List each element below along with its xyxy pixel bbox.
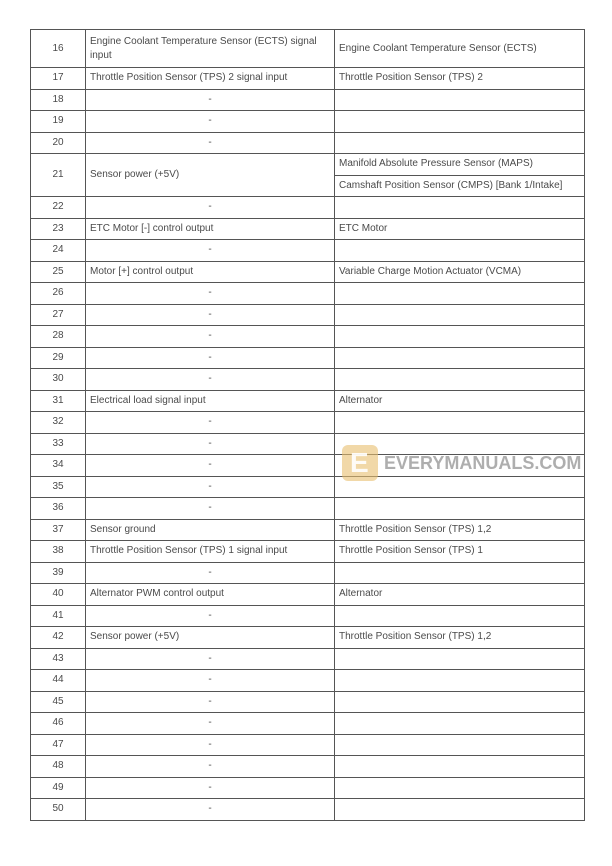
pin-number: 48: [31, 756, 86, 778]
table-row: [31, 691, 585, 713]
pin-number: 28: [31, 326, 86, 348]
pin-number: 32: [31, 412, 86, 434]
pin-description: -: [86, 498, 335, 520]
pin-description: -: [86, 691, 335, 713]
pin-description: -: [86, 89, 335, 111]
pin-description: -: [86, 605, 335, 627]
pin-number: 49: [31, 777, 86, 799]
pin-description: -: [86, 326, 335, 348]
table-row: [31, 519, 585, 541]
pin-number: 37: [31, 519, 86, 541]
pin-number: 39: [31, 562, 86, 584]
pin-number: 46: [31, 713, 86, 735]
table-row: [31, 390, 585, 412]
table-row: [31, 562, 585, 584]
table-row: [31, 799, 585, 821]
connected-component: Variable Charge Motion Actuator (VCMA): [335, 261, 585, 283]
pin-description: -: [86, 347, 335, 369]
table-row: [31, 541, 585, 563]
pin-number: 18: [31, 89, 86, 111]
connected-component: [335, 734, 585, 756]
connected-component: [335, 498, 585, 520]
connected-component: [335, 476, 585, 498]
pin-description: Electrical load signal input: [86, 390, 335, 412]
table-row: [31, 412, 585, 434]
connected-component: [335, 240, 585, 262]
table-row: [31, 283, 585, 305]
connected-component: [335, 197, 585, 219]
pin-description: -: [86, 283, 335, 305]
table-row: [31, 584, 585, 606]
pin-number: 50: [31, 799, 86, 821]
connected-component: [335, 756, 585, 778]
pin-number: 24: [31, 240, 86, 262]
pin-description: -: [86, 476, 335, 498]
pin-number: 25: [31, 261, 86, 283]
pin-number: 47: [31, 734, 86, 756]
pin-number: 16: [31, 30, 86, 68]
pin-number: 29: [31, 347, 86, 369]
pin-number: 23: [31, 218, 86, 240]
connected-component: [335, 799, 585, 821]
table-row: [31, 455, 585, 477]
pin-number: 17: [31, 68, 86, 90]
pin-number: 42: [31, 627, 86, 649]
pin-description: Alternator PWM control output: [86, 584, 335, 606]
pin-number: 44: [31, 670, 86, 692]
pin-description: -: [86, 433, 335, 455]
pin-number: 22: [31, 197, 86, 219]
pin-description: -: [86, 777, 335, 799]
pin-number: 27: [31, 304, 86, 326]
pin-description: -: [86, 369, 335, 391]
pin-number: 26: [31, 283, 86, 305]
table-row: [31, 734, 585, 756]
pin-description: Sensor power (+5V): [86, 154, 335, 197]
table-row: [31, 326, 585, 348]
pin-number: 40: [31, 584, 86, 606]
table-row: [31, 777, 585, 799]
pin-description: Throttle Position Sensor (TPS) 2 signal input: [86, 68, 335, 90]
pin-description: -: [86, 132, 335, 154]
table-row: [31, 261, 585, 283]
pin-number: 21: [31, 154, 86, 197]
table-row: [31, 713, 585, 735]
connected-component: [335, 347, 585, 369]
connected-component: [335, 713, 585, 735]
connected-component: Engine Coolant Temperature Sensor (ECTS): [335, 30, 585, 68]
table-row: [31, 197, 585, 219]
pin-number: 30: [31, 369, 86, 391]
pin-number: 33: [31, 433, 86, 455]
pin-number: 31: [31, 390, 86, 412]
table-row: [31, 476, 585, 498]
connected-component: Manifold Absolute Pressure Sensor (MAPS): [335, 154, 585, 176]
connected-component: [335, 562, 585, 584]
pin-description: -: [86, 562, 335, 584]
pin-number: 36: [31, 498, 86, 520]
connected-component: [335, 132, 585, 154]
table-row: [31, 89, 585, 111]
table-row: [31, 498, 585, 520]
connected-component: Alternator: [335, 390, 585, 412]
pin-description: ETC Motor [-] control output: [86, 218, 335, 240]
pin-description: -: [86, 240, 335, 262]
connected-component: [335, 455, 585, 477]
pin-number: 43: [31, 648, 86, 670]
pin-description: Sensor power (+5V): [86, 627, 335, 649]
table-row: [31, 218, 585, 240]
connected-component: [335, 369, 585, 391]
watermark-logo-letter: E: [350, 447, 369, 478]
pin-number: 41: [31, 605, 86, 627]
connected-component: Throttle Position Sensor (TPS) 1: [335, 541, 585, 563]
pin-description: -: [86, 713, 335, 735]
connected-component: [335, 89, 585, 111]
connected-component: [335, 777, 585, 799]
pin-description: -: [86, 455, 335, 477]
pin-number: 34: [31, 455, 86, 477]
connected-component: [335, 433, 585, 455]
connected-component: [335, 283, 585, 305]
pin-number: 38: [31, 541, 86, 563]
connected-component: [335, 326, 585, 348]
pin-description: Motor [+] control output: [86, 261, 335, 283]
connected-component: [335, 605, 585, 627]
pin-description: -: [86, 670, 335, 692]
pin-table: [30, 29, 585, 821]
connected-component: [335, 412, 585, 434]
pin-description: -: [86, 304, 335, 326]
table-row: [31, 369, 585, 391]
connected-component: Camshaft Position Sensor (CMPS) [Bank 1/Intake]: [335, 175, 585, 197]
watermark-text: EVERYMANUALS.COM: [384, 453, 582, 473]
connected-component: Alternator: [335, 584, 585, 606]
pin-number: 35: [31, 476, 86, 498]
pin-description: Engine Coolant Temperature Sensor (ECTS) signal input: [86, 30, 335, 68]
connected-component: [335, 670, 585, 692]
table-row: [31, 756, 585, 778]
table-row: [31, 304, 585, 326]
table-row: [31, 132, 585, 154]
connected-component: ETC Motor: [335, 218, 585, 240]
table-row: [31, 648, 585, 670]
table-row: [31, 433, 585, 455]
connected-component: Throttle Position Sensor (TPS) 1,2: [335, 627, 585, 649]
table-row: [31, 68, 585, 90]
pin-description: -: [86, 111, 335, 133]
pin-description: -: [86, 734, 335, 756]
pin-number: 20: [31, 132, 86, 154]
pin-description: -: [86, 412, 335, 434]
connected-component: [335, 304, 585, 326]
pin-number: 45: [31, 691, 86, 713]
table-row: [31, 670, 585, 692]
pin-description: Sensor ground: [86, 519, 335, 541]
pin-description: Throttle Position Sensor (TPS) 1 signal input: [86, 541, 335, 563]
pin-description: -: [86, 756, 335, 778]
pin-description: -: [86, 197, 335, 219]
table-row: [31, 240, 585, 262]
connected-component: Throttle Position Sensor (TPS) 2: [335, 68, 585, 90]
connected-component: [335, 111, 585, 133]
connected-component: [335, 648, 585, 670]
connected-component: Throttle Position Sensor (TPS) 1,2: [335, 519, 585, 541]
connected-component: [335, 691, 585, 713]
pin-number: 19: [31, 111, 86, 133]
table-row: [31, 154, 585, 176]
pin-description: -: [86, 799, 335, 821]
table-row: [31, 605, 585, 627]
pin-description: -: [86, 648, 335, 670]
table-row: [31, 30, 585, 68]
table-row: [31, 627, 585, 649]
table-row: [31, 347, 585, 369]
table-row: [31, 111, 585, 133]
